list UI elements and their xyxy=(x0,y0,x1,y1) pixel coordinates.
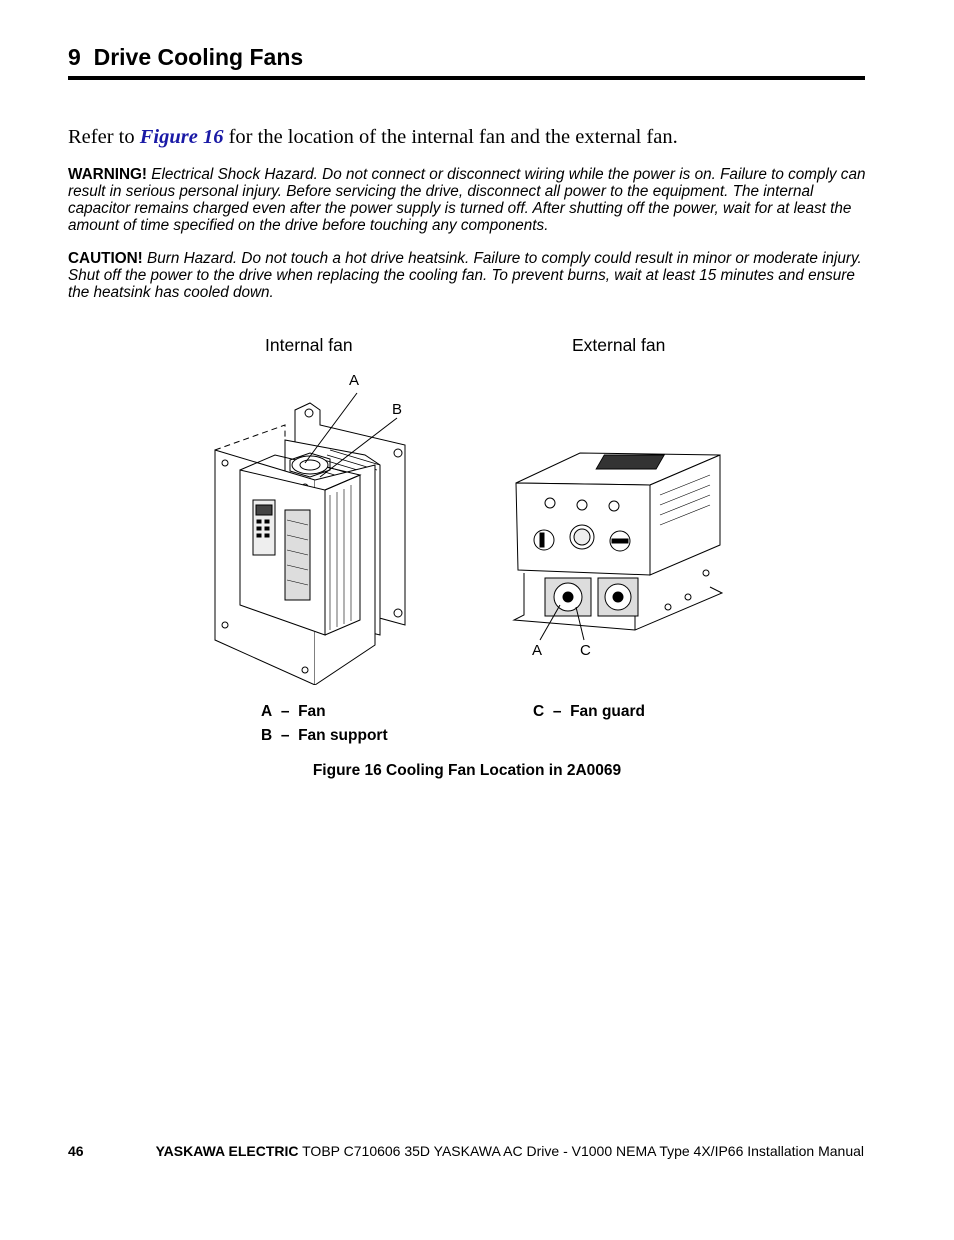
intro-text-before: Refer to xyxy=(68,126,140,148)
page-number: 46 xyxy=(68,1143,84,1159)
warning-label: WARNING! xyxy=(68,166,148,183)
legend-sep: – xyxy=(280,727,290,744)
legend-key: B xyxy=(261,727,273,744)
section-title: Drive Cooling Fans xyxy=(93,44,304,70)
intro-text-after: for the location of the internal fan and the external fan. xyxy=(223,126,678,148)
figure-caption: Figure 16 Cooling Fan Location in 2A0069 xyxy=(312,762,622,779)
internal-fan-drawing xyxy=(205,385,430,685)
callout-a-internal: A xyxy=(349,372,360,389)
caution-label: CAUTION! xyxy=(68,250,143,267)
legend-desc: Fan guard xyxy=(570,703,645,720)
legend-sep: – xyxy=(552,703,562,720)
legend-key: C xyxy=(533,703,545,720)
external-fan-label: External fan xyxy=(572,335,666,355)
callout-b-internal: B xyxy=(392,401,403,418)
legend-key: A xyxy=(261,703,273,720)
caution-notice xyxy=(68,250,868,301)
legend-desc: Fan xyxy=(298,703,326,720)
footer-doc-title xyxy=(156,1143,864,1159)
legend-item-a xyxy=(261,703,326,721)
external-fan-drawing xyxy=(510,445,735,650)
section-number: 9 xyxy=(68,44,81,70)
legend-item-c xyxy=(533,703,645,721)
legend-desc: Fan support xyxy=(298,727,388,744)
warning-notice xyxy=(68,166,868,234)
caution-text: Burn Hazard. Do not touch a hot drive heatsink. Failure to comply could result in minor or moderate injury. Shut off the power to the drive when replacing the cooling fan. To prevent burns, wait at least 15 minutes and ensure the heatsink has cooled down. xyxy=(68,250,862,301)
heading-rule xyxy=(68,76,865,80)
callout-a-external: A xyxy=(532,642,543,659)
legend-sep: – xyxy=(280,703,290,720)
intro-paragraph xyxy=(68,126,678,149)
legend-item-b xyxy=(261,727,388,745)
warning-text: Electrical Shock Hazard. Do not connect or disconnect wiring while the power is on. Failure to comply can result in serious personal injury. Before servicing the drive, disconnect all power to the equipment. The internal capacitor remains charged even after the power supply is turned off. After shutting off the power, wait for at least the amount of time specified on the drive before touching any components. xyxy=(68,166,866,234)
figure-16-link[interactable]: Figure 16 xyxy=(139,126,224,148)
footer-doc: TOBP C710606 35D YASKAWA AC Drive - V1000 NEMA Type 4X/IP66 Installation Manual xyxy=(298,1143,864,1159)
section-heading xyxy=(68,44,303,71)
internal-fan-label: Internal fan xyxy=(265,335,353,355)
callout-c-external: C xyxy=(580,642,591,659)
footer-brand: YASKAWA ELECTRIC xyxy=(155,1143,299,1159)
